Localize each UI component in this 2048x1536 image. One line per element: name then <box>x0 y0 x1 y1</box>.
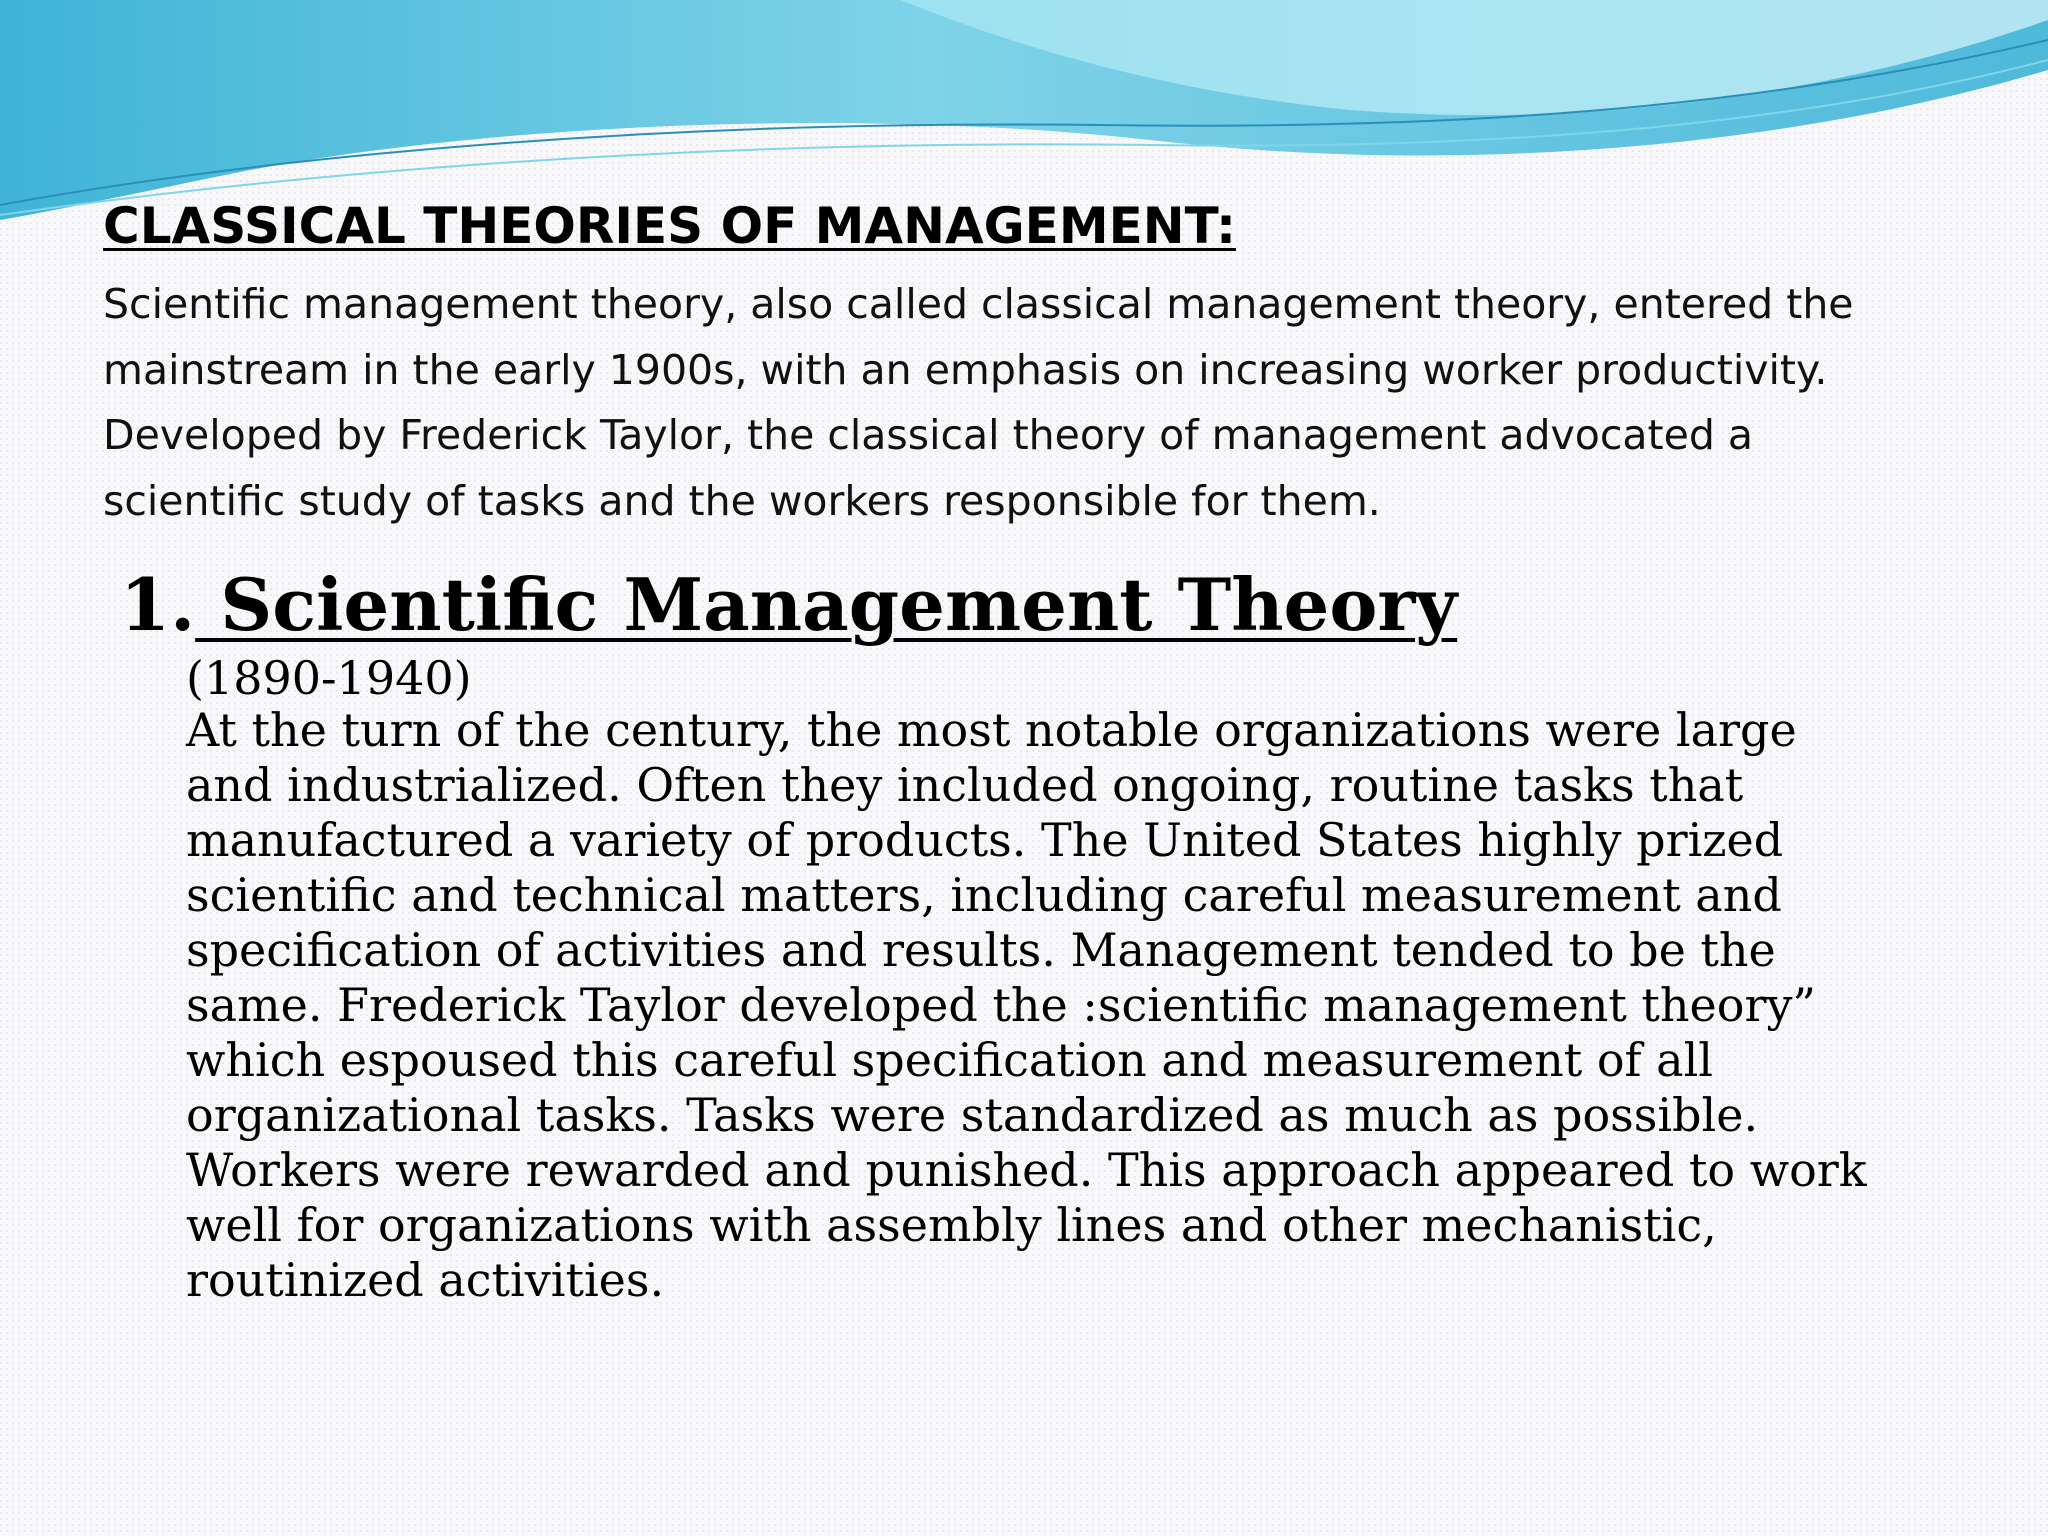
body-line: At the turn of the century, the most notable organizations were large <box>186 703 1797 757</box>
section-years: (1890-1940) <box>186 651 472 705</box>
intro-line: Developed by Frederick Taylor, the classical theory of management advocated a <box>103 411 1754 459</box>
body-line: same. Frederick Taylor developed the :scientific management theory” <box>186 978 1816 1032</box>
body-line: specification of activities and results. Management tended to be the <box>186 923 1776 977</box>
section-title-text: Scientific Management Theory <box>195 562 1458 647</box>
section-title <box>120 560 1457 650</box>
section-number: 1. <box>120 562 196 647</box>
slide-heading: CLASSICAL THEORIES OF MANAGEMENT: <box>103 197 1236 255</box>
intro-line: scientific study of tasks and the workers responsible for them. <box>103 476 1381 525</box>
intro-paragraph <box>103 272 1983 534</box>
intro-line: Scientific management theory, also called classical management theory, entered the <box>103 280 1854 328</box>
body-line: Workers were rewarded and punished. This approach appeared to work <box>186 1143 1867 1197</box>
body-line: organizational tasks. Tasks were standardized as much as possible. <box>186 1088 1759 1142</box>
body-line: routinized activities. <box>186 1253 665 1307</box>
body-line: and industrialized. Often they included ongoing, routine tasks that <box>186 758 1744 812</box>
body-line: well for organizations with assembly lines and other mechanistic, <box>186 1198 1717 1252</box>
body-line: scientific and technical matters, including careful measurement and <box>186 868 1782 922</box>
body-line: manufactured a variety of products. The United States highly prized <box>186 813 1784 867</box>
intro-line: mainstream in the early 1900s, with an emphasis on increasing worker productivity. <box>103 345 1828 394</box>
section-body <box>186 703 1867 1308</box>
body-line: which espoused this careful specification and measurement of all <box>186 1033 1714 1087</box>
